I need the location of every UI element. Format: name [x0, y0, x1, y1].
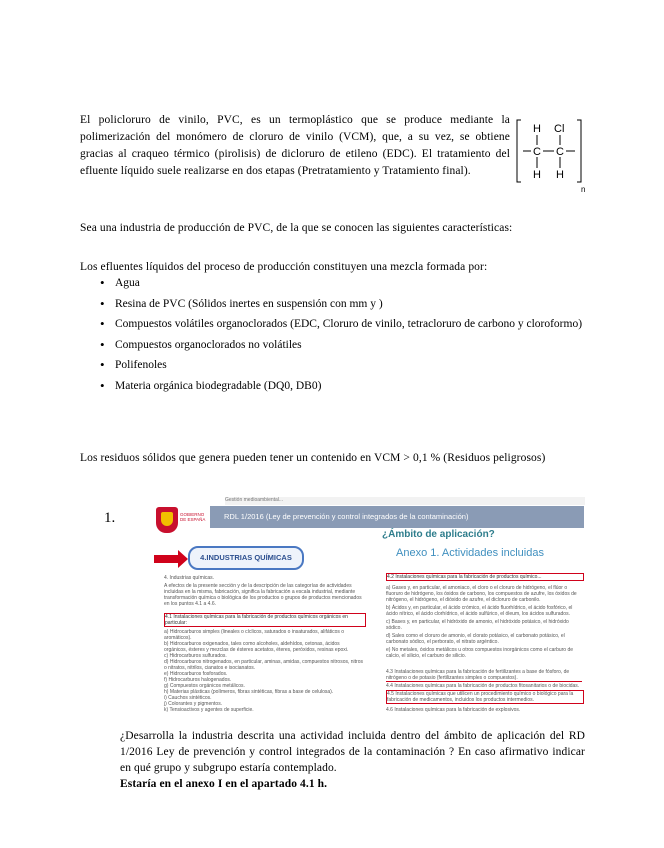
- list-item: b) Ácidos y, en particular, el ácido crómico, el ácido fluorhídrico, el ácido fosfórico, el ácido nítrico, el ácido clorhídrico, el ácido sulfúrico, el óleum, los ácidos sulfurados.: [386, 605, 573, 617]
- answer-text: Estaría en el anexo I en el apartado 4.1 h.: [120, 778, 328, 790]
- right-item-44: 4.4 Instalaciones químicas para la fabricación de productos fitosanitarios o de biocidas.: [386, 683, 580, 689]
- list-item: • Materia orgánica biodegradable (DQ0, DB0): [100, 378, 590, 395]
- right-highlight-2: 4.3 Instalaciones químicas para la fabricación de fertilizantes a base de fósforo, de nitrógeno o de potasio (fertilizantes simples o compuestos).: [386, 669, 582, 682]
- list-item: b) Hidrocarburos oxigenados, tales como alcoholes, aldehídos, cetonas, ácidos orgánicos, ésteres y mezclas de ésteres acetatos, éteres, peróxidos, resinas epoxi.: [164, 641, 349, 653]
- list-item: a) Hidrocarburos simples (lineales o cíclicos, saturados o insaturados, alifáticos o aromáticos).: [164, 629, 345, 641]
- list-item: • Polifenoles: [100, 357, 590, 374]
- effluents-intro: Los efluentes líquidos del proceso de producción constituyen una mezcla formada por:: [80, 261, 488, 273]
- list-item: e) No metales, óxidos metálicos u otros compuestos inorgánicos como el carburo de calcio, el silicio, el carburo de silicio.: [386, 647, 574, 659]
- list-item: • Compuestos volátiles organoclorados (EDC, Cloruro de vinilo, tetracloruro de carbono y cloroformo): [100, 316, 590, 333]
- left-para: A efectos de la presente sección y de la descripción de las categorías de actividades incluidas en la misma, fabricación, significa la fabricación a escala industrial, mediante transformación química o biológica de los productos o grupos de productos mencionados en los puntos 4.1 a 4.6.: [164, 583, 362, 607]
- effluents-list: [100, 275, 590, 398]
- gov-label: GOBIERNO DE ESPAÑA: [180, 512, 206, 522]
- list-item: c) Bases y, en particular, el hidróxido de amonio, el hidróxido potásico, el hidróxido sódico.: [386, 619, 569, 631]
- list-item: • Agua: [100, 275, 590, 292]
- left-highlight: 4.1 Instalaciones químicas para la fabricación de productos químicos orgánicos en particular:: [164, 613, 366, 627]
- question-block: [120, 728, 585, 792]
- list-item: i) Cauchos sintéticos.: [164, 695, 212, 701]
- question-text: ¿Desarrolla la industria descrita una actividad incluida dentro del ámbito de aplicación del RD 1/2016 Ley de prevención y control integrados de la contaminación ? En caso afirmativo indicar en qué grupo y subgrupo estaría contemplado.: [120, 730, 585, 774]
- list-item: g) Compuestos orgánicos metálicos.: [164, 683, 245, 689]
- list-item: h) Materias plásticas (polímeros, fibras sintéticas, fibras a base de celulosa).: [164, 689, 334, 695]
- coat-of-arms-icon: [156, 507, 178, 533]
- list-item: j) Colorantes y pigmentos.: [164, 701, 223, 707]
- slide-top-strip: Gestión medioambiental...: [225, 497, 585, 505]
- atom-h1: H: [533, 123, 541, 135]
- annex-title: Anexo 1. Actividades incluidas: [396, 547, 544, 559]
- scope-question: ¿Ámbito de aplicación?: [382, 529, 495, 540]
- list-item: d) Hidrocarburos nitrogenados, en particular, aminas, amidas, compuestos nitrosos, nitros o nitratos, nitrilos, cianatos e isocianatos.: [164, 659, 363, 671]
- pvc-structure: [515, 116, 585, 196]
- atom-c2: C: [556, 146, 564, 158]
- list-item: • Compuestos organoclorados no volátiles: [100, 337, 590, 354]
- atom-h2: H: [533, 169, 541, 181]
- subscript-n: n: [581, 185, 586, 194]
- banner-text: RDL 1/2016 (Ley de prevención y control integrados de la contaminación): [224, 512, 469, 521]
- right-items: [386, 585, 582, 661]
- right-item-45: 4.5 Instalaciones químicas que utilicen un procedimiento químico o biológico para la fabricación de medicamentos, incluidos los productos intermedios.: [386, 690, 584, 704]
- section-label: 4.INDUSTRIAS QUÍMICAS: [188, 546, 304, 570]
- right-highlight-1: 4.2 Instalaciones químicas para la fabricación de productos químico...: [386, 573, 584, 581]
- atom-cl: Cl: [554, 123, 565, 135]
- list-item: k) Tensioactivos y agentes de superficie.: [164, 707, 254, 713]
- intro-paragraph: El policloruro de vinilo, PVC, es un termoplástico que se produce mediante la polimerización del monómero de cloruro de vinilo (VCM), que, a su vez, se obtiene gracias al craqueo térmico (pirolisis) de dicloruro de etileno (EDC). El tratamiento del efluente líquido suele realizarse en dos etapas (Pretratamiento y Tratamiento final).: [80, 114, 510, 177]
- red-arrow-icon: [154, 555, 180, 563]
- atom-c1: C: [533, 146, 541, 158]
- item-number: 1.: [104, 510, 116, 526]
- list-item: d) Sales como el cloruro de amonio, el clorato potásico, el carbonato potásico, el carbonato sódico, el perborato, el nitrato argéntico.: [386, 633, 565, 645]
- atom-h3: H: [556, 169, 564, 181]
- embedded-slide: [150, 497, 584, 727]
- solids-paragraph: Los residuos sólidos que genera pueden tener un contenido en VCM > 0,1 % (Residuos peligrosos): [80, 452, 546, 464]
- industry-line: Sea una industria de producción de PVC, de la que se conocen las siguientes características:: [80, 222, 513, 234]
- list-item: a) Gases y, en particular, el amoniaco, el cloro o el cloruro de hidrógeno, el flúor o fluoruro de hidrógeno, los óxidos de carbono, los compuestos de azufre, los óxidos de nitrógeno, el hidrógeno, el dióxido de azufre, el dicloruro de carbonilo.: [386, 585, 577, 603]
- list-item: e) Hidrocarburos fosforados.: [164, 671, 228, 677]
- list-item: c) Hidrocarburos sulfurados.: [164, 653, 227, 659]
- banner: [210, 506, 584, 528]
- left-heading: 4. Industrias químicas.: [164, 575, 215, 581]
- right-item-46: 4.6 Instalaciones químicas para la fabricación de explosivos.: [386, 707, 521, 713]
- left-items: [164, 629, 364, 713]
- list-item: f) Hidrocarburos halogenados.: [164, 677, 232, 683]
- list-item: • Resina de PVC (Sólidos inertes en suspensión con mm y ): [100, 296, 590, 313]
